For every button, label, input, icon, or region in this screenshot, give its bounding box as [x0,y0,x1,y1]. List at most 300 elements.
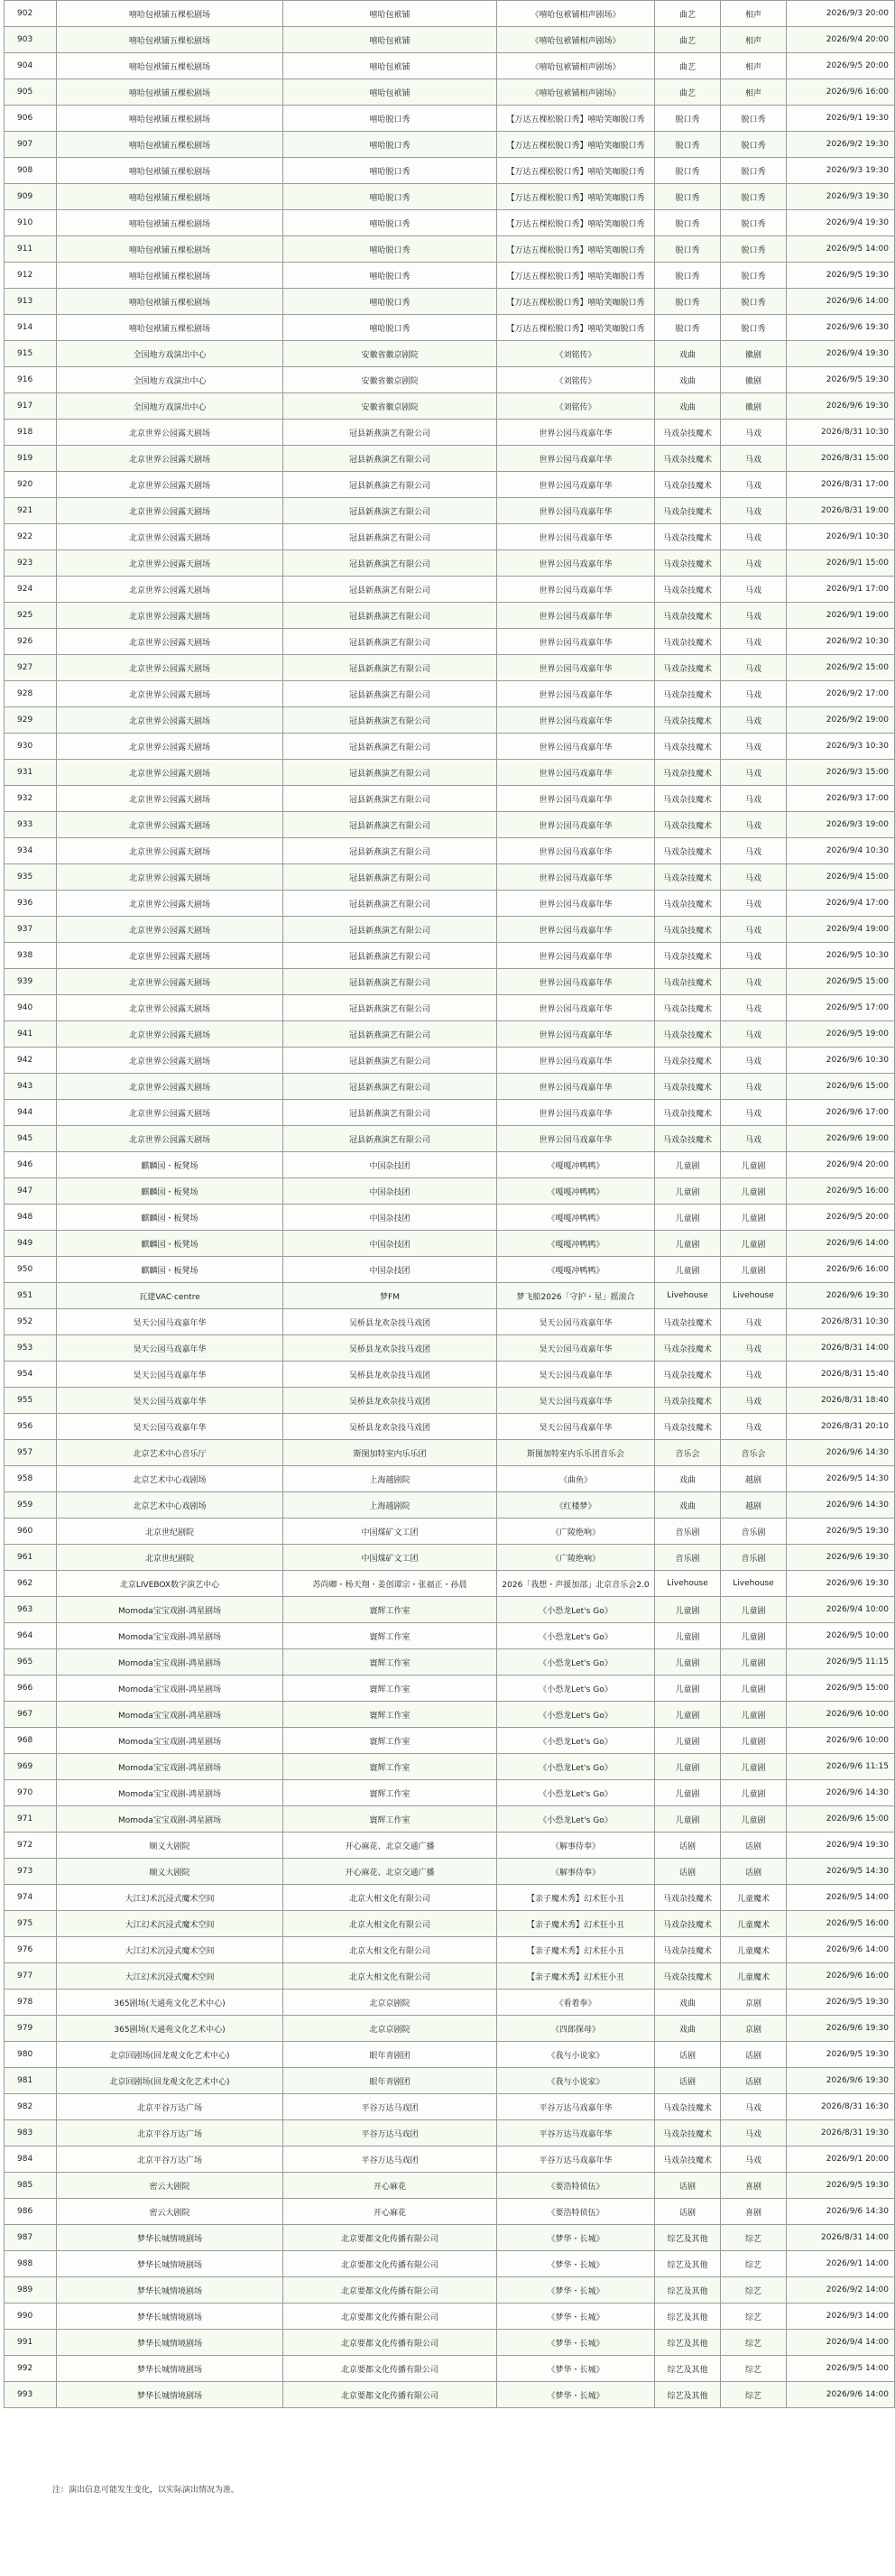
category-cell: 马戏杂技魔术 [655,707,721,734]
subcategory-cell: 话剧 [721,1859,787,1885]
category-cell: 马戏杂技魔术 [655,1074,721,1100]
venue-cell: 梦华长城情境剧场 [57,2251,283,2277]
showtime-cell: 2026/8/31 16:30 [787,2094,895,2120]
showtime-cell: 2026/9/6 14:00 [787,289,895,315]
category-cell: 马戏杂技魔术 [655,1021,721,1048]
subcategory-cell: 京剧 [721,1990,787,2016]
row-number-cell: 973 [5,1859,57,1885]
organizer-cell: 开心麻花 [283,2173,497,2199]
venue-cell: 北京世纪剧院 [57,1519,283,1545]
showtime-cell: 2026/9/2 14:00 [787,2277,895,2304]
table-row [5,2225,895,2251]
category-cell: 脱口秀 [655,184,721,210]
program-title-cell: 《刘铭传》 [497,393,655,420]
category-cell: 马戏杂技魔术 [655,446,721,472]
table-row [5,1780,895,1806]
program-title-cell: 《小恐龙Let's Go》 [497,1754,655,1780]
subcategory-cell: 儿童剧 [721,1649,787,1676]
subcategory-cell: 儿童剧 [721,1728,787,1754]
program-title-cell: 《广陵绝响》 [497,1545,655,1571]
organizer-cell: 开心麻花 [283,2199,497,2225]
table-row [5,969,895,995]
category-cell: 曲艺 [655,79,721,106]
row-number-cell: 993 [5,2382,57,2408]
organizer-cell: 寰辉工作室 [283,1728,497,1754]
venue-cell: 嘻哈包袱铺五棵松剧场 [57,236,283,263]
organizer-cell: 寰辉工作室 [283,1780,497,1806]
category-cell: 戏曲 [655,393,721,420]
row-number-cell: 930 [5,734,57,760]
venue-cell: 北京艺术中心音乐厅 [57,1440,283,1466]
program-title-cell: 【万达五棵松脱口秀】嘻哈笑咖脱口秀 [497,132,655,158]
row-number-cell: 911 [5,236,57,263]
footnote: 注：演出信息可能发生变化，以实际演出情况为准。 [52,2486,240,2495]
table-row [5,943,895,969]
organizer-cell: 北京大相文化有限公司 [283,1963,497,1990]
showtime-cell: 2026/9/4 10:30 [787,838,895,864]
venue-cell: 北京世界公园露天剧场 [57,603,283,629]
showtime-cell: 2026/9/2 19:30 [787,132,895,158]
row-number-cell: 985 [5,2173,57,2199]
venue-cell: 北京世界公园露天剧场 [57,891,283,917]
organizer-cell: 冠县新燕演艺有限公司 [283,524,497,550]
venue-cell: 365剧场(天通苑文化艺术中心) [57,1990,283,2016]
subcategory-cell: 马戏 [721,681,787,707]
subcategory-cell: 马戏 [721,760,787,786]
showtime-cell: 2026/8/31 20:10 [787,1414,895,1440]
showtime-cell: 2026/9/4 19:30 [787,341,895,367]
row-number-cell: 967 [5,1702,57,1728]
table-row [5,2251,895,2277]
table-row [5,1728,895,1754]
program-title-cell: 世界公园马戏嘉年华 [497,472,655,498]
row-number-cell: 905 [5,79,57,106]
organizer-cell: 嘻哈脱口秀 [283,158,497,184]
category-cell: 马戏杂技魔术 [655,917,721,943]
category-cell: 综艺及其他 [655,2225,721,2251]
table-row [5,1205,895,1231]
table-row [5,1,895,27]
organizer-cell: 嘻哈脱口秀 [283,263,497,289]
subcategory-cell: 儿童剧 [721,1205,787,1231]
venue-cell: 北京LIVEBOX数字演艺中心 [57,1571,283,1597]
table-row [5,498,895,524]
row-number-cell: 949 [5,1231,57,1257]
program-title-cell: 《梦华・长城》 [497,2277,655,2304]
category-cell: 脱口秀 [655,210,721,236]
venue-cell: 北京回剧场(回龙观文化艺术中心) [57,2068,283,2094]
subcategory-cell: 音乐剧 [721,1519,787,1545]
table-row [5,1911,895,1937]
venue-cell: 全国地方戏演出中心 [57,393,283,420]
venue-cell: 麒麟园・板凳场 [57,1152,283,1178]
showtime-cell: 2026/9/4 19:30 [787,1833,895,1859]
table-row [5,1388,895,1414]
row-number-cell: 922 [5,524,57,550]
table-row [5,2304,895,2330]
category-cell: 曲艺 [655,53,721,79]
subcategory-cell: 马戏 [721,472,787,498]
venue-cell: 北京世界公园露天剧场 [57,786,283,812]
category-cell: 马戏杂技魔术 [655,1048,721,1074]
table-row [5,1859,895,1885]
subcategory-cell: 儿童魔术 [721,1911,787,1937]
subcategory-cell: 儿童剧 [721,1754,787,1780]
row-number-cell: 948 [5,1205,57,1231]
category-cell: 综艺及其他 [655,2277,721,2304]
organizer-cell: 冠县新燕演艺有限公司 [283,969,497,995]
category-cell: 马戏杂技魔术 [655,1388,721,1414]
venue-cell: Momoda宝宝戏剧-鸿星剧场 [57,1623,283,1649]
venue-cell: 梦华长城情境剧场 [57,2356,283,2382]
row-number-cell: 980 [5,2042,57,2068]
organizer-cell: 平谷万达马戏团 [283,2147,497,2173]
program-title-cell: 《我与小说家》 [497,2042,655,2068]
category-cell: 话剧 [655,2173,721,2199]
subcategory-cell: 喜剧 [721,2173,787,2199]
table-row [5,1440,895,1466]
showtime-cell: 2026/9/6 14:30 [787,1780,895,1806]
organizer-cell: 开心麻花、北京交通广播 [283,1833,497,1859]
venue-cell: 全国地方戏演出中心 [57,367,283,393]
table-row [5,2120,895,2147]
organizer-cell: 中国煤矿文工团 [283,1545,497,1571]
program-title-cell: 世界公园马戏嘉年华 [497,577,655,603]
subcategory-cell: 儿童剧 [721,1702,787,1728]
showtime-cell: 2026/9/6 10:30 [787,1048,895,1074]
category-cell: 马戏杂技魔术 [655,943,721,969]
subcategory-cell: 马戏 [721,1388,787,1414]
row-number-cell: 936 [5,891,57,917]
venue-cell: 北京艺术中心戏剧场 [57,1466,283,1492]
program-title-cell: 世界公园马戏嘉年华 [497,420,655,446]
program-title-cell: 【亲子魔术秀】幻术狂小丑 [497,1963,655,1990]
program-title-cell: 《嘻哈包袱铺相声剧场》 [497,27,655,53]
program-title-cell: 《曲鱼》 [497,1466,655,1492]
category-cell: 音乐剧 [655,1545,721,1571]
category-cell: 儿童剧 [655,1597,721,1623]
organizer-cell: 嘻哈脱口秀 [283,106,497,132]
program-title-cell: 《梦华・长城》 [497,2356,655,2382]
row-number-cell: 908 [5,158,57,184]
organizer-cell: 中国煤矿文工团 [283,1519,497,1545]
table-row [5,184,895,210]
venue-cell: 嘻哈包袱铺五棵松剧场 [57,132,283,158]
venue-cell: Momoda宝宝戏剧-鸿星剧场 [57,1780,283,1806]
organizer-cell: 冠县新燕演艺有限公司 [283,786,497,812]
showtime-cell: 2026/9/6 15:00 [787,1806,895,1833]
venue-cell: 瓦建VAC·centre [57,1283,283,1309]
organizer-cell: 嘻哈包袱铺 [283,79,497,106]
category-cell: 马戏杂技魔术 [655,498,721,524]
row-number-cell: 957 [5,1440,57,1466]
organizer-cell: 北京要都文化传播有限公司 [283,2382,497,2408]
subcategory-cell: 综艺 [721,2251,787,2277]
row-number-cell: 978 [5,1990,57,2016]
program-title-cell: 世界公园马戏嘉年华 [497,995,655,1021]
showtime-cell: 2026/9/6 10:00 [787,1728,895,1754]
category-cell: 戏曲 [655,2016,721,2042]
organizer-cell: 嘻哈脱口秀 [283,289,497,315]
program-title-cell: 【万达五棵松脱口秀】嘻哈笑咖脱口秀 [497,236,655,263]
showtime-cell: 2026/9/6 14:30 [787,2199,895,2225]
program-title-cell: 《看着拳》 [497,1990,655,2016]
program-title-cell: 平谷万达马戏嘉年华 [497,2094,655,2120]
program-title-cell: 《嘎嘎冲鸭鸭》 [497,1257,655,1283]
showtime-cell: 2026/9/5 15:00 [787,969,895,995]
table-row [5,1885,895,1911]
showtime-cell: 2026/8/31 17:00 [787,472,895,498]
table-row [5,681,895,707]
table-row [5,1283,895,1309]
program-title-cell: 《嘎嘎冲鸭鸭》 [497,1231,655,1257]
showtime-cell: 2026/9/5 11:15 [787,1649,895,1676]
venue-cell: 嘻哈包袱铺五棵松剧场 [57,158,283,184]
organizer-cell: 北京大相文化有限公司 [283,1885,497,1911]
program-title-cell: 《小恐龙Let's Go》 [497,1702,655,1728]
organizer-cell: 嘻哈脱口秀 [283,315,497,341]
row-number-cell: 955 [5,1388,57,1414]
table-row [5,341,895,367]
showtime-cell: 2026/9/3 10:30 [787,734,895,760]
program-title-cell: 世界公园马戏嘉年华 [497,524,655,550]
row-number-cell: 932 [5,786,57,812]
category-cell: 曲艺 [655,1,721,27]
organizer-cell: 冠县新燕演艺有限公司 [283,864,497,891]
venue-cell: Momoda宝宝戏剧-鸿星剧场 [57,1806,283,1833]
subcategory-cell: 马戏 [721,1309,787,1335]
row-number-cell: 987 [5,2225,57,2251]
row-number-cell: 983 [5,2120,57,2147]
category-cell: 马戏杂技魔术 [655,655,721,681]
subcategory-cell: 马戏 [721,2120,787,2147]
row-number-cell: 916 [5,367,57,393]
row-number-cell: 970 [5,1780,57,1806]
row-number-cell: 971 [5,1806,57,1833]
category-cell: 马戏杂技魔术 [655,577,721,603]
table-row [5,2277,895,2304]
row-number-cell: 931 [5,760,57,786]
category-cell: 马戏杂技魔术 [655,760,721,786]
subcategory-cell: 马戏 [721,812,787,838]
category-cell: 马戏杂技魔术 [655,550,721,577]
row-number-cell: 935 [5,864,57,891]
organizer-cell: 冠县新燕演艺有限公司 [283,943,497,969]
organizer-cell: 冠县新燕演艺有限公司 [283,1021,497,1048]
subcategory-cell: 徽剧 [721,341,787,367]
category-cell: 儿童剧 [655,1806,721,1833]
showtime-cell: 2026/9/2 10:30 [787,629,895,655]
program-title-cell: 世界公园马戏嘉年华 [497,1048,655,1074]
organizer-cell: 冠县新燕演艺有限公司 [283,995,497,1021]
showtime-cell: 2026/9/6 10:00 [787,1702,895,1728]
table-row [5,27,895,53]
showtime-cell: 2026/9/5 14:00 [787,1885,895,1911]
organizer-cell: 冠县新燕演艺有限公司 [283,498,497,524]
table-row [5,1597,895,1623]
showtime-cell: 2026/8/31 15:40 [787,1362,895,1388]
row-number-cell: 928 [5,681,57,707]
organizer-cell: 冠县新燕演艺有限公司 [283,1048,497,1074]
organizer-cell: 寰辉工作室 [283,1702,497,1728]
organizer-cell: 嘻哈包袱铺 [283,27,497,53]
venue-cell: 北京平谷万达广场 [57,2094,283,2120]
showtime-cell: 2026/9/6 19:30 [787,2068,895,2094]
venue-cell: 密云大剧院 [57,2199,283,2225]
organizer-cell: 中国杂技团 [283,1152,497,1178]
subcategory-cell: 相声 [721,53,787,79]
table-row [5,2330,895,2356]
category-cell: 戏曲 [655,1492,721,1519]
subcategory-cell: 脱口秀 [721,210,787,236]
table-row [5,1492,895,1519]
program-title-cell: 世界公园马戏嘉年华 [497,760,655,786]
row-number-cell: 945 [5,1126,57,1152]
organizer-cell: 冠县新燕演艺有限公司 [283,655,497,681]
program-title-cell: 世界公园马戏嘉年华 [497,969,655,995]
venue-cell: 北京世界公园露天剧场 [57,472,283,498]
venue-cell: 北京世界公园露天剧场 [57,1126,283,1152]
table-row [5,1623,895,1649]
program-title-cell: 【万达五棵松脱口秀】嘻哈笑咖脱口秀 [497,315,655,341]
row-number-cell: 958 [5,1466,57,1492]
table-row [5,79,895,106]
subcategory-cell: 综艺 [721,2330,787,2356]
showtime-cell: 2026/9/4 10:00 [787,1597,895,1623]
organizer-cell: 中国杂技团 [283,1205,497,1231]
table-row [5,1152,895,1178]
venue-cell: 北京世界公园露天剧场 [57,838,283,864]
program-title-cell: 世界公园马戏嘉年华 [497,707,655,734]
showtime-cell: 2026/9/5 14:00 [787,2356,895,2382]
subcategory-cell: 儿童剧 [721,1623,787,1649]
subcategory-cell: 马戏 [721,498,787,524]
organizer-cell: 眼年青剧团 [283,2068,497,2094]
showtime-cell: 2026/9/5 19:30 [787,1519,895,1545]
program-title-cell: 世界公园马戏嘉年华 [497,681,655,707]
subcategory-cell: 脱口秀 [721,132,787,158]
category-cell: 马戏杂技魔术 [655,1911,721,1937]
venue-cell: 北京世界公园露天剧场 [57,917,283,943]
organizer-cell: 吴桥县龙欢杂技马戏团 [283,1309,497,1335]
venue-cell: 梦华长城情境剧场 [57,2382,283,2408]
table-row [5,2199,895,2225]
program-title-cell: 【万达五棵松脱口秀】嘻哈笑咖脱口秀 [497,158,655,184]
row-number-cell: 961 [5,1545,57,1571]
table-row [5,1362,895,1388]
program-title-cell: 《小恐龙Let's Go》 [497,1728,655,1754]
program-title-cell: 梦飞船2026「守护・星」摇滚合 [497,1283,655,1309]
program-title-cell: 世界公园马戏嘉年华 [497,1100,655,1126]
showtime-cell: 2026/9/6 14:30 [787,1492,895,1519]
table-row [5,1257,895,1283]
organizer-cell: 苏尚卿・杨天翔・姜创谭宗・张福正・孙晨 [283,1571,497,1597]
showtime-cell: 2026/9/5 19:30 [787,367,895,393]
performance-schedule-table [4,0,895,2408]
venue-cell: 嘻哈包袱铺五棵松剧场 [57,79,283,106]
showtime-cell: 2026/9/6 16:00 [787,79,895,106]
table-row [5,734,895,760]
program-title-cell: 世界公园马戏嘉年华 [497,891,655,917]
table-row [5,1021,895,1048]
row-number-cell: 941 [5,1021,57,1048]
category-cell: 马戏杂技魔术 [655,1126,721,1152]
subcategory-cell: 马戏 [721,1074,787,1100]
venue-cell: 嘻哈包袱铺五棵松剧场 [57,263,283,289]
category-cell: 曲艺 [655,27,721,53]
venue-cell: 顺义大剧院 [57,1859,283,1885]
showtime-cell: 2026/9/6 19:30 [787,2016,895,2042]
venue-cell: 顺义大剧院 [57,1833,283,1859]
table-row [5,1074,895,1100]
category-cell: 儿童剧 [655,1728,721,1754]
category-cell: 马戏杂技魔术 [655,2094,721,2120]
row-number-cell: 962 [5,1571,57,1597]
venue-cell: 昊天公园马戏嘉年华 [57,1362,283,1388]
row-number-cell: 918 [5,420,57,446]
organizer-cell: 冠县新燕演艺有限公司 [283,1074,497,1100]
category-cell: 话剧 [655,2068,721,2094]
organizer-cell: 寰辉工作室 [283,1806,497,1833]
table-row [5,812,895,838]
program-title-cell: 世界公园马戏嘉年华 [497,550,655,577]
category-cell: Livehouse [655,1283,721,1309]
venue-cell: Momoda宝宝戏剧-鸿星剧场 [57,1754,283,1780]
subcategory-cell: 马戏 [721,786,787,812]
organizer-cell: 冠县新燕演艺有限公司 [283,550,497,577]
showtime-cell: 2026/9/3 14:00 [787,2304,895,2330]
venue-cell: 北京世界公园露天剧场 [57,734,283,760]
program-title-cell: 《嘻哈包袱铺相声剧场》 [497,79,655,106]
showtime-cell: 2026/8/31 14:00 [787,2225,895,2251]
showtime-cell: 2026/9/6 19:30 [787,1571,895,1597]
organizer-cell: 安徽省徽京剧院 [283,367,497,393]
program-title-cell: 昊天公园马戏嘉年华 [497,1388,655,1414]
table-row [5,655,895,681]
organizer-cell: 北京要都文化传播有限公司 [283,2330,497,2356]
organizer-cell: 冠县新燕演艺有限公司 [283,838,497,864]
row-number-cell: 943 [5,1074,57,1100]
venue-cell: 全国地方戏演出中心 [57,341,283,367]
organizer-cell: 北京要都文化传播有限公司 [283,2356,497,2382]
subcategory-cell: 儿童剧 [721,1231,787,1257]
program-title-cell: 【亲子魔术秀】幻术狂小丑 [497,1911,655,1937]
subcategory-cell: 马戏 [721,1100,787,1126]
venue-cell: 北京世界公园露天剧场 [57,629,283,655]
program-title-cell: 世界公园马戏嘉年华 [497,864,655,891]
showtime-cell: 2026/9/6 19:30 [787,315,895,341]
row-number-cell: 990 [5,2304,57,2330]
showtime-cell: 2026/9/6 19:30 [787,1283,895,1309]
subcategory-cell: 儿童剧 [721,1597,787,1623]
organizer-cell: 中国杂技团 [283,1178,497,1205]
organizer-cell: 冠县新燕演艺有限公司 [283,577,497,603]
subcategory-cell: 儿童剧 [721,1676,787,1702]
subcategory-cell: 话剧 [721,2068,787,2094]
table-row [5,1335,895,1362]
category-cell: 音乐会 [655,1440,721,1466]
venue-cell: Momoda宝宝戏剧-鸿星剧场 [57,1597,283,1623]
category-cell: 脱口秀 [655,236,721,263]
subcategory-cell: 马戏 [721,969,787,995]
subcategory-cell: 综艺 [721,2356,787,2382]
subcategory-cell: Livehouse [721,1283,787,1309]
showtime-cell: 2026/9/3 19:00 [787,812,895,838]
category-cell: 马戏杂技魔术 [655,1414,721,1440]
subcategory-cell: 马戏 [721,838,787,864]
program-title-cell: 《小恐龙Let's Go》 [497,1623,655,1649]
subcategory-cell: 马戏 [721,655,787,681]
